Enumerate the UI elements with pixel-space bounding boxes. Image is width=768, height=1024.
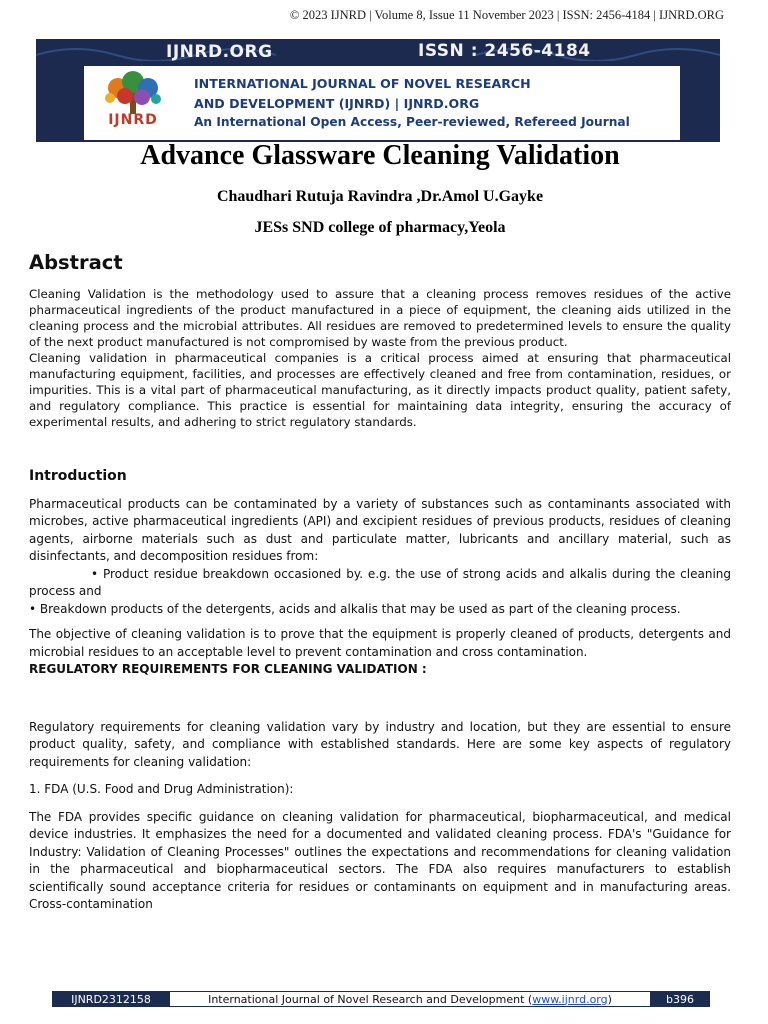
- bullet-item: • Breakdown products of the detergents, acids and alkalis that may be used as part of the cleaning process.: [29, 601, 681, 616]
- banner-site: IJNRD.ORG: [166, 42, 273, 62]
- footer-journal-text: International Journal of Novel Research and Development (: [208, 992, 533, 1006]
- footer-page-number: b396: [650, 991, 710, 1007]
- header-citation: © 2023 IJNRD | Volume 8, Issue 11 November 2023 | ISSN: 2456-4184 | IJNRD.ORG: [289, 8, 724, 22]
- banner-ornament: [36, 39, 720, 61]
- introduction-paragraph: Pharmaceutical products can be contaminated by a variety of substances such as contaminants associated with microbes, active pharmaceutical ingredients (API) and excipient residues of previous products, residues of cleaning agents, airborne materials such as dust and particulate matter, lubricants and ancillary material, such as disinfectants, and decomposition residues from:: [29, 496, 731, 563]
- objective-paragraph: The objective of cleaning validation is to prove that the equipment is properly cleaned of products, detergents and microbial residues to an acceptable level to prevent contamination and cross contamination.: [29, 627, 731, 659]
- regulatory-heading: REGULATORY REQUIREMENTS FOR CLEANING VALIDATION :: [29, 662, 427, 676]
- journal-banner: [36, 39, 720, 142]
- abstract-heading: Abstract: [29, 251, 123, 274]
- bullet-text: • Product residue breakdown occasioned by. e.g. the use of strong acids and alkalis during the cleaning process and: [29, 566, 731, 598]
- paper-title: Advance Glassware Cleaning Validation: [140, 140, 620, 171]
- footer-journal-close: ): [607, 992, 612, 1006]
- footer-paper-id: IJNRD2312158: [52, 991, 170, 1007]
- paper-authors: Chaudhari Rutuja Ravindra ,Dr.Amol U.Gayke: [216, 188, 544, 205]
- page-footer: [52, 991, 710, 1007]
- journal-name-line2: AND DEVELOPMENT (IJNRD) | IJNRD.ORG: [194, 96, 480, 111]
- fda-paragraph: The FDA provides specific guidance on cleaning validation for pharmaceutical, biopharmaceutical, and medical device industries. It emphasizes the need for a documented and validated cleaning process. FDA's "Guidance for Industry: Validation of Cleaning Processes" outlines the expectations and recommendations for cleaning validation in the pharmaceutical and biopharmaceutical sectors. The FDA also requires manufacturers to establish scientifically sound acceptance criteria for residues or contaminants on equipment and in manufacturing areas. Cross-contamination: [29, 809, 731, 911]
- journal-name-line1: INTERNATIONAL JOURNAL OF NOVEL RESEARCH: [194, 76, 531, 91]
- logo-text: IJNRD: [108, 112, 158, 128]
- journal-tagline: An International Open Access, Peer-reviewed, Refereed Journal: [194, 115, 630, 129]
- abstract-paragraph: Cleaning validation in pharmaceutical companies is a critical process aimed at ensuring that pharmaceutical manufacturing equipment, facilities, and processes are effectively cleaned and free from contamination, residues, or impurities. This is a vital part of pharmaceutical manufacturing, as it directly impacts product quality, patient safety, and regulatory compliance. This practice is essential for maintaining data integrity, ensuring the accuracy of experimental results, and adhering to strict regulatory standards.: [29, 351, 731, 429]
- footer-link[interactable]: www.ijnrd.org: [532, 992, 608, 1006]
- bullet-item: [29, 566, 731, 601]
- regulatory-intro: Regulatory requirements for cleaning validation vary by industry and location, but they are essential to ensure product quality, safety, and compliance with established standards. Here are some key aspects of regulatory requirements for cleaning validation:: [29, 719, 731, 769]
- introduction-heading: Introduction: [29, 468, 127, 484]
- abstract-section: [29, 286, 731, 430]
- footer-journal: [170, 991, 650, 1007]
- banner-issn: ISSN : 2456-4184: [418, 41, 591, 61]
- banner-panel: [84, 66, 680, 140]
- paper-affiliation: JESs SND college of pharmacy,Yeola: [254, 219, 506, 236]
- abstract-paragraph: Cleaning Validation is the methodology used to assure that a cleaning process removes residues of the active pharmaceutical ingredients of the product manufactured in a piece of equipment, the cleaning aids utilized in the cleaning process and the microbial attributes. All residues are removed to predetermined levels to ensure the quality of the next product manufactured is not compromised by waste from the previous product.: [29, 287, 731, 349]
- fda-heading: 1. FDA (U.S. Food and Drug Administration):: [29, 782, 294, 796]
- paper-body: [29, 250, 731, 914]
